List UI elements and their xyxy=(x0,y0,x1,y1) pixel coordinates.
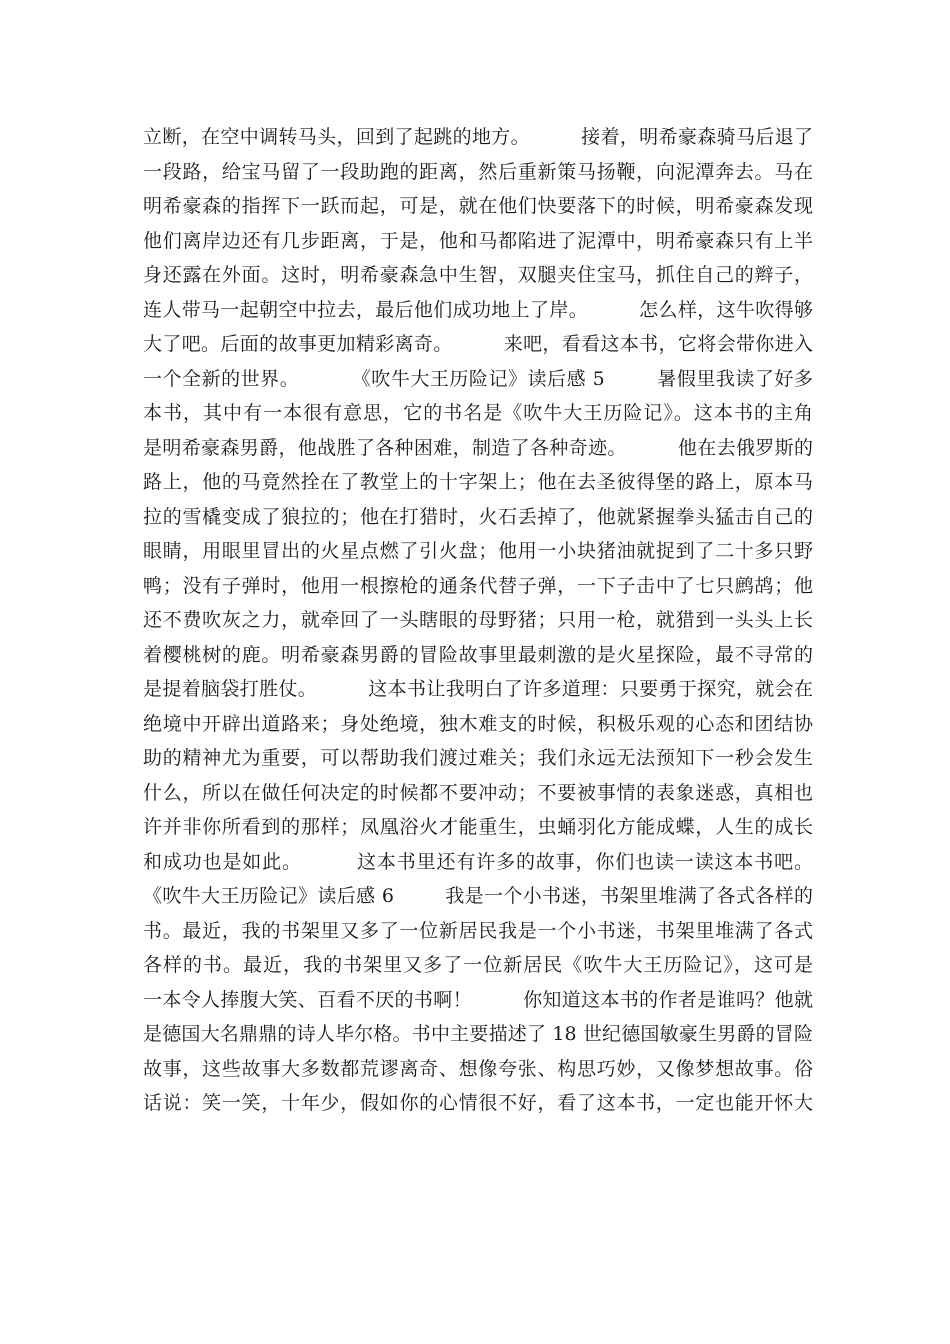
text-line: 是明希豪森男爵，他战胜了各种困难，制造了各种奇迹。 他在去俄罗斯的 xyxy=(143,436,813,459)
text-line: 大了吧。后面的故事更加精彩离奇。 来吧，看看这本书，它将会带你进入 xyxy=(143,333,813,355)
text-line: 助的精神尤为重要，可以帮助我们渡过难关；我们永远无法预知下一秒会发生 xyxy=(143,747,813,769)
text-line: 一段路，给宝马留了一段助跑的距离，然后重新策马扬鞭，向泥潭奔去。马在 xyxy=(143,160,813,183)
text-line: 拉的雪橇变成了狼拉的；他在打猎时，火石丢掉了，他就紧握拳头猛击自己的 xyxy=(143,505,813,528)
text-line: 本书，其中有一本很有意思，它的书名是《吹牛大王历险记》。这本书的主角 xyxy=(143,402,813,424)
text-line: 是提着脑袋打胜仗。 这本书让我明白了许多道理：只要勇于探究，就会在 xyxy=(143,678,813,700)
text-line: 鸭；没有子弹时，他用一根擦枪的通条代替子弹，一下子击中了七只鹧鸪；他 xyxy=(143,574,813,597)
text-line: 什么，所以在做任何决定的时候都不要冲动；不要被事情的表象迷惑，真相也 xyxy=(143,781,813,804)
text-line: 立断，在空中调转马头，回到了起跳的地方。 接着，明希豪森骑马后退了 xyxy=(143,126,813,148)
text-line: 他们离岸边还有几步距离，于是，他和马都陷进了泥潭中，明希豪森只有上半 xyxy=(143,229,813,252)
text-line: 许并非你所看到的那样；凤凰浴火才能重生，虫蛹羽化方能成蝶，人生的成长 xyxy=(143,816,813,838)
text-line: 和成功也是如此。 这本书里还有许多的故事，你们也读一读这本书吧。 xyxy=(143,850,813,873)
text-line: 连人带马一起朝空中拉去，最后他们成功地上了岸。 怎么样，这牛吹得够 xyxy=(143,298,813,321)
text-line: 书。最近，我的书架里又多了一位新居民我是一个小书迷，书架里堆满了各式 xyxy=(143,919,813,942)
text-line: 话说：笑一笑，十年少，假如你的心情很不好，看了这本书，一定也能开怀大 xyxy=(143,1092,813,1114)
text-line: 故事，这些故事大多数都荒谬离奇、想像夸张、构思巧妙，又像梦想故事。俗 xyxy=(143,1057,813,1080)
text-line: 《吹牛大王历险记》读后感 6 我是一个小书迷，书架里堆满了各式各样的 xyxy=(143,885,813,907)
text-line: 还不费吹灰之力，就牵回了一头瞎眼的母野猪；只用一枪，就猎到一头头上长 xyxy=(143,609,813,631)
text-line: 是德国大名鼎鼎的诗人毕尔格。书中主要描述了 18 世纪德国敏豪生男爵的冒险 xyxy=(143,1023,813,1045)
body-text xyxy=(143,120,813,1121)
text-line: 一个全新的世界。 《吹牛大王历险记》读后感 5 暑假里我读了好多 xyxy=(143,367,813,390)
text-line: 绝境中开辟出道路来；身处绝境，独木难支的时候，积极乐观的心态和团结协 xyxy=(143,712,813,735)
text-line: 眼睛，用眼里冒出的火星点燃了引火盘；他用一小块猪油就捉到了二十多只野 xyxy=(143,540,813,562)
text-line: 路上，他的马竟然拴在了教堂上的十字架上；他在去圣彼得堡的路上，原本马 xyxy=(143,471,813,493)
text-line: 明希豪森的指挥下一跃而起，可是，就在他们快要落下的时候，明希豪森发现 xyxy=(143,195,813,217)
text-line: 身还露在外面。这时，明希豪森急中生智，双腿夹住宝马，抓住自己的辫子， xyxy=(143,264,813,286)
text-line: 着樱桃树的鹿。明希豪森男爵的冒险故事里最刺激的是火星探险，最不寻常的 xyxy=(143,643,813,666)
text-line: 各样的书。最近，我的书架里又多了一位新居民《吹牛大王历险记》，这可是 xyxy=(143,954,813,976)
text-line: 一本令人捧腹大笑、百看不厌的书啊！ 你知道这本书的作者是谁吗？他就 xyxy=(143,988,813,1011)
